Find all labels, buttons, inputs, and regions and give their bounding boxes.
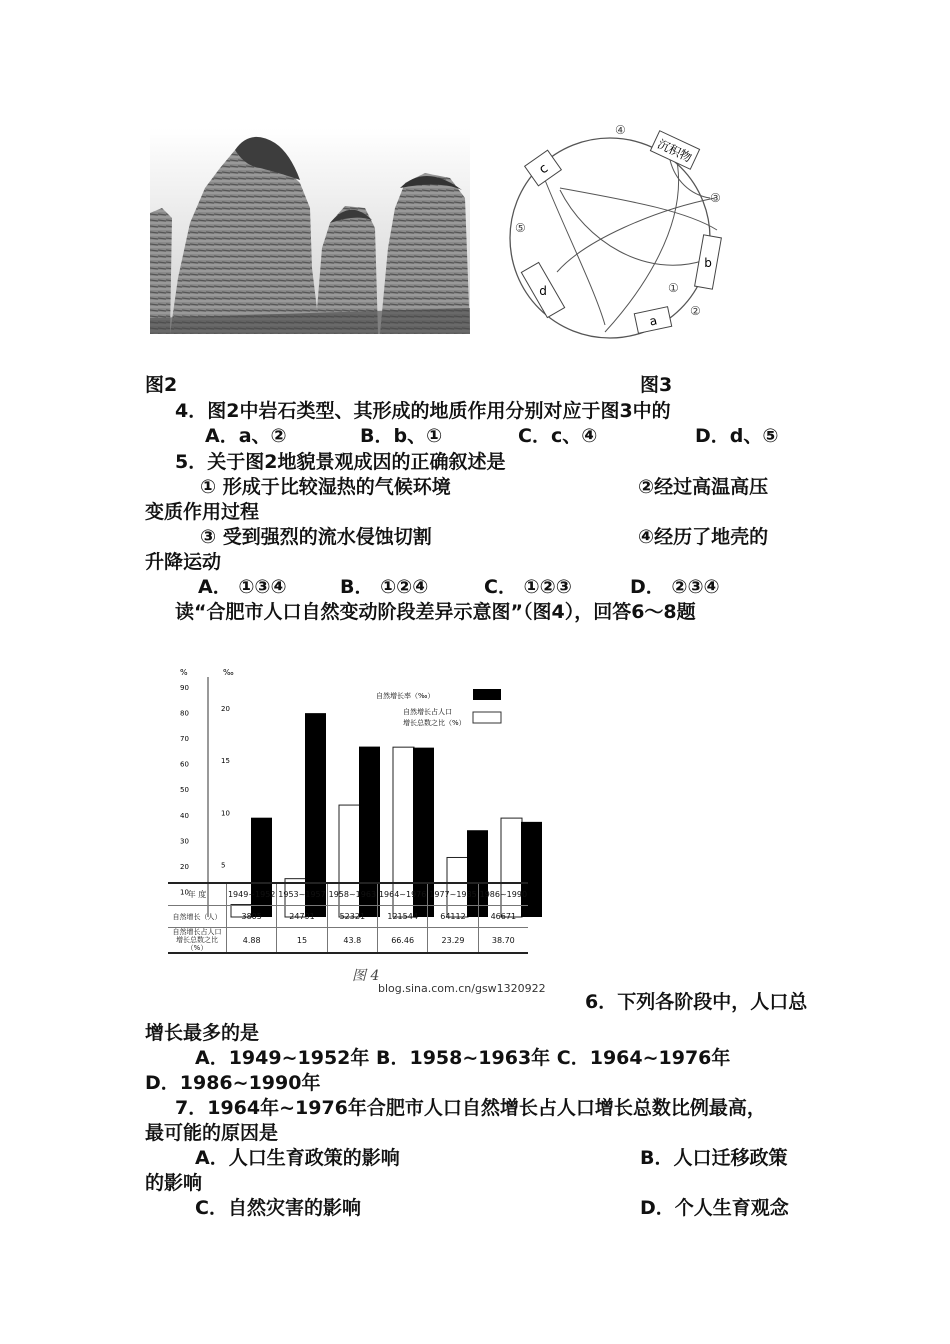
left-tick-label: 20 <box>180 862 189 871</box>
box-c <box>525 150 562 186</box>
q4-option-c: C．c、④ <box>518 425 598 447</box>
q5-statement-1: ① 形成于比较湿热的气候环境 <box>200 476 451 498</box>
q7-option-d: D．个人生育观念 <box>640 1197 789 1219</box>
legend-swatch-share <box>473 712 501 723</box>
left-tick-label: 30 <box>180 837 189 846</box>
q5-statement-3: ③ 受到强烈的流水侵蚀切割 <box>200 526 432 548</box>
svg-text:沉积物: 沉积物 <box>655 136 694 165</box>
q5-statement-2-cont: 变质作用过程 <box>145 501 260 523</box>
svg-text:d: d <box>539 284 547 298</box>
q5-statement-4: ④经历了地壳的 <box>638 526 769 548</box>
q5-option-a: A． ①③④ <box>198 576 287 598</box>
fig2-label: 图2 <box>145 374 178 396</box>
label-3: ③ <box>710 191 721 205</box>
legend-rate: 自然增长率（‰） <box>376 692 435 700</box>
label-2: ② <box>690 304 701 318</box>
q6-stem-a: 6．下列各阶段中，人口总 <box>585 991 808 1013</box>
legend-swatch-rate <box>473 689 501 700</box>
fig3-label: 图3 <box>640 374 673 396</box>
q7-option-b-cont: 的影响 <box>145 1172 203 1194</box>
box-sediment <box>650 131 699 170</box>
table-row: 自然增长占人口 增长总数之比（%） 4.88 15 43.8 66.46 23.29 38.70 <box>168 928 528 954</box>
unit-left: % <box>180 668 188 677</box>
left-tick-label: 60 <box>180 760 189 769</box>
right-tick-label: 15 <box>221 757 230 766</box>
q4-option-a: A．a、② <box>205 425 287 447</box>
right-tick-label: 20 <box>221 704 230 713</box>
left-tick-label: 70 <box>180 735 189 744</box>
svg-text:c: c <box>536 161 552 178</box>
q7-stem-b: 最可能的原因是 <box>145 1122 279 1144</box>
right-tick-label: 5 <box>221 861 226 870</box>
right-tick-label: 10 <box>221 809 230 818</box>
label-4: ④ <box>615 123 626 137</box>
q5-statement-4-cont: 升降运动 <box>145 551 222 573</box>
unit-right: ‰ <box>223 668 234 677</box>
left-tick-label: 80 <box>180 709 189 718</box>
q6-option-d: D．1986~1990年 <box>145 1072 321 1094</box>
q5-option-d: D． ②③④ <box>630 576 720 598</box>
q6-options-abc: A．1949~1952年 B．1958~1963年 C．1964~1976年 <box>195 1047 731 1069</box>
q5-option-b: B． ①②④ <box>340 576 429 598</box>
q5-statement-2: ②经过高温高压 <box>638 476 769 498</box>
rock-cycle-diagram <box>505 120 745 345</box>
legend-share-a: 自然增长占人口 <box>403 708 452 716</box>
q4-stem: 4．图2中岩石类型、其形成的地质作用分别对应于图3中的 <box>175 400 671 422</box>
q7-option-b: B．人口迁移政策 <box>640 1147 788 1169</box>
landscape-photo <box>150 128 470 334</box>
legend <box>376 689 501 727</box>
fig4-caption: 图 4 <box>352 968 380 984</box>
left-tick-label: 90 <box>180 684 189 692</box>
label-1: ① <box>668 281 679 295</box>
legend-share-b: 增长总数之比（%） <box>403 719 466 727</box>
q7-option-c: C．自然灾害的影响 <box>195 1197 361 1219</box>
box-b <box>695 235 722 289</box>
label-5: ⑤ <box>515 221 526 235</box>
left-tick-label: 10 <box>180 888 189 897</box>
table-row: 自然增长（人） 3805 24791 52321 121544 64112 46671 <box>168 906 528 928</box>
left-tick-label: 50 <box>180 786 189 795</box>
watermark: blog.sina.com.cn/gsw1320922 <box>378 982 546 995</box>
svg-text:a: a <box>648 313 659 329</box>
table-header-label: 年 度 <box>168 883 227 906</box>
q5-stem: 5．关于图2地貌景观成因的正确叙述是 <box>175 451 506 473</box>
q5-option-c: C． ①②③ <box>484 576 572 598</box>
box-a <box>634 307 671 334</box>
svg-text:b: b <box>704 256 712 270</box>
q7-stem-a: 7．1964年~1976年合肥市人口自然增长占人口增长总数比例最高， <box>175 1097 766 1119</box>
section-intro: 读“合肥市人口自然变动阶段差异示意图”（图4），回答6～8题 <box>175 601 696 623</box>
q6-stem-b: 增长最多的是 <box>145 1022 260 1044</box>
q4-option-b: B．b、① <box>360 425 443 447</box>
left-tick-label: 40 <box>180 811 189 820</box>
population-table: 年 度 1949~1952 1953~1957 1958~1963 1964~1976 1977~1985 1986~1990 自然增长（人） 3805 24791 52321 121544 64112 46671 自然增长占人口 增长总数之比（%） 4.88 15 43.8 66.46 23.29 38.70 <box>168 882 528 954</box>
q4-option-d: D．d、⑤ <box>695 425 779 447</box>
q7-option-a: A．人口生育政策的影响 <box>195 1147 400 1169</box>
